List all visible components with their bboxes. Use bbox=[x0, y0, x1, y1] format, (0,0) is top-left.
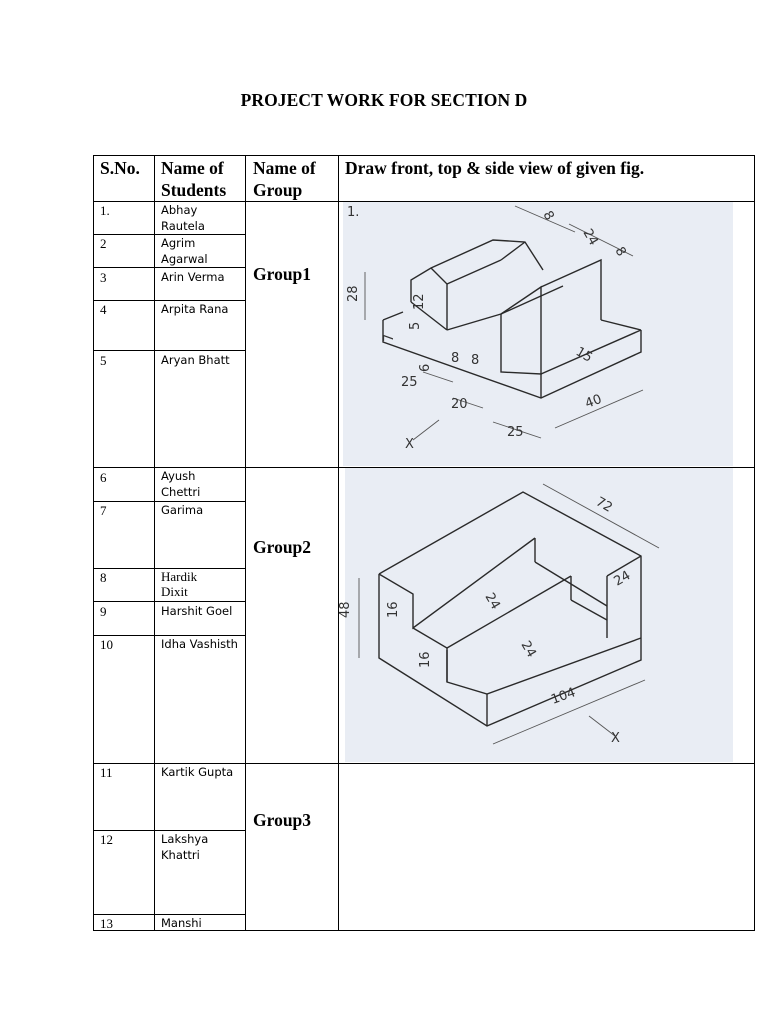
row-sno: 3 bbox=[100, 270, 107, 285]
row-sno: 12 bbox=[100, 832, 113, 847]
row-sno: 5 bbox=[100, 353, 107, 368]
header-group bbox=[253, 157, 316, 201]
row-sno: 6 bbox=[100, 470, 107, 485]
table-border-left bbox=[93, 155, 94, 931]
svg-text:48: 48 bbox=[338, 601, 353, 618]
row-sno: 11 bbox=[100, 765, 113, 780]
row-sno: 7 bbox=[100, 503, 107, 518]
svg-text:24: 24 bbox=[481, 590, 503, 613]
group-label-1: Group1 bbox=[253, 264, 312, 284]
row-sno: 1. bbox=[100, 203, 110, 218]
header-sno bbox=[100, 157, 140, 179]
student-name: Aryan Bhatt bbox=[161, 353, 230, 367]
row-divider bbox=[93, 350, 245, 351]
row-sno: 8 bbox=[100, 570, 107, 585]
row-sno: 9 bbox=[100, 604, 107, 619]
svg-text:X: X bbox=[611, 731, 620, 746]
row-divider bbox=[93, 267, 245, 268]
row-sno: 10 bbox=[100, 637, 113, 652]
svg-text:16: 16 bbox=[386, 601, 401, 618]
student-name: Agrim Agarwal bbox=[161, 236, 208, 266]
svg-text:16: 16 bbox=[418, 651, 433, 668]
column-divider bbox=[154, 155, 155, 931]
header-group-line2: Group bbox=[253, 180, 303, 200]
svg-text:24: 24 bbox=[579, 226, 601, 249]
svg-text:28: 28 bbox=[346, 285, 361, 302]
header-sno-label: S.No. bbox=[100, 158, 140, 178]
header-students-line1: Name of bbox=[161, 158, 224, 178]
header-students-line2: Students bbox=[161, 180, 227, 200]
figure-1-number: 1. bbox=[347, 205, 360, 220]
column-divider bbox=[245, 155, 246, 931]
svg-text:8: 8 bbox=[539, 208, 557, 224]
row-divider bbox=[93, 601, 245, 602]
student-name: Arpita Rana bbox=[161, 302, 229, 316]
svg-text:6: 6 bbox=[418, 363, 433, 372]
svg-text:12: 12 bbox=[412, 293, 427, 310]
student-name: Idha Vashisth bbox=[161, 637, 238, 651]
svg-text:24: 24 bbox=[611, 568, 634, 590]
page-title: PROJECT WORK FOR SECTION D bbox=[240, 90, 528, 110]
svg-text:104: 104 bbox=[549, 685, 578, 708]
header-students bbox=[161, 157, 226, 201]
svg-text:25: 25 bbox=[401, 375, 418, 390]
isometric-figure-1 bbox=[343, 202, 733, 466]
svg-text:40: 40 bbox=[583, 392, 604, 412]
header-draw: Draw front, top & side view of given fig. bbox=[345, 158, 645, 178]
student-name: Manshi bbox=[161, 916, 202, 930]
table-border-top bbox=[93, 155, 755, 156]
figure-2-drawing bbox=[338, 468, 733, 762]
student-name: Kartik Gupta bbox=[161, 765, 234, 779]
svg-text:8: 8 bbox=[611, 244, 629, 260]
row-sno: 4 bbox=[100, 302, 107, 317]
row-sno: 13 bbox=[100, 916, 113, 931]
student-name: Lakshya Khattri bbox=[161, 832, 209, 862]
student-name: Garima bbox=[161, 503, 204, 517]
row-sno: 2 bbox=[100, 236, 107, 251]
svg-text:25: 25 bbox=[507, 425, 524, 440]
group-label-3: Group3 bbox=[253, 810, 312, 830]
table-border-right bbox=[754, 155, 755, 931]
group-label-2: Group2 bbox=[253, 537, 312, 557]
student-name: Harshit Goel bbox=[161, 604, 233, 618]
svg-text:7: 7 bbox=[382, 333, 397, 342]
figure-1-drawing bbox=[343, 202, 733, 466]
svg-text:8: 8 bbox=[471, 353, 480, 368]
student-name: Arin Verma bbox=[161, 270, 225, 284]
header-group-line1: Name of bbox=[253, 158, 316, 178]
svg-text:8: 8 bbox=[451, 351, 460, 366]
svg-text:72: 72 bbox=[593, 494, 615, 516]
svg-text:24: 24 bbox=[517, 638, 539, 661]
svg-text:20: 20 bbox=[451, 397, 468, 412]
column-divider bbox=[338, 155, 339, 931]
isometric-figure-2 bbox=[338, 468, 733, 762]
svg-text:5: 5 bbox=[408, 321, 423, 330]
student-name: Hardik Dixit bbox=[161, 569, 198, 599]
student-name: Abhay Rautela bbox=[161, 203, 205, 233]
svg-text:15: 15 bbox=[573, 344, 595, 366]
svg-text:X: X bbox=[405, 437, 414, 452]
student-name: Ayush Chettri bbox=[161, 469, 201, 499]
